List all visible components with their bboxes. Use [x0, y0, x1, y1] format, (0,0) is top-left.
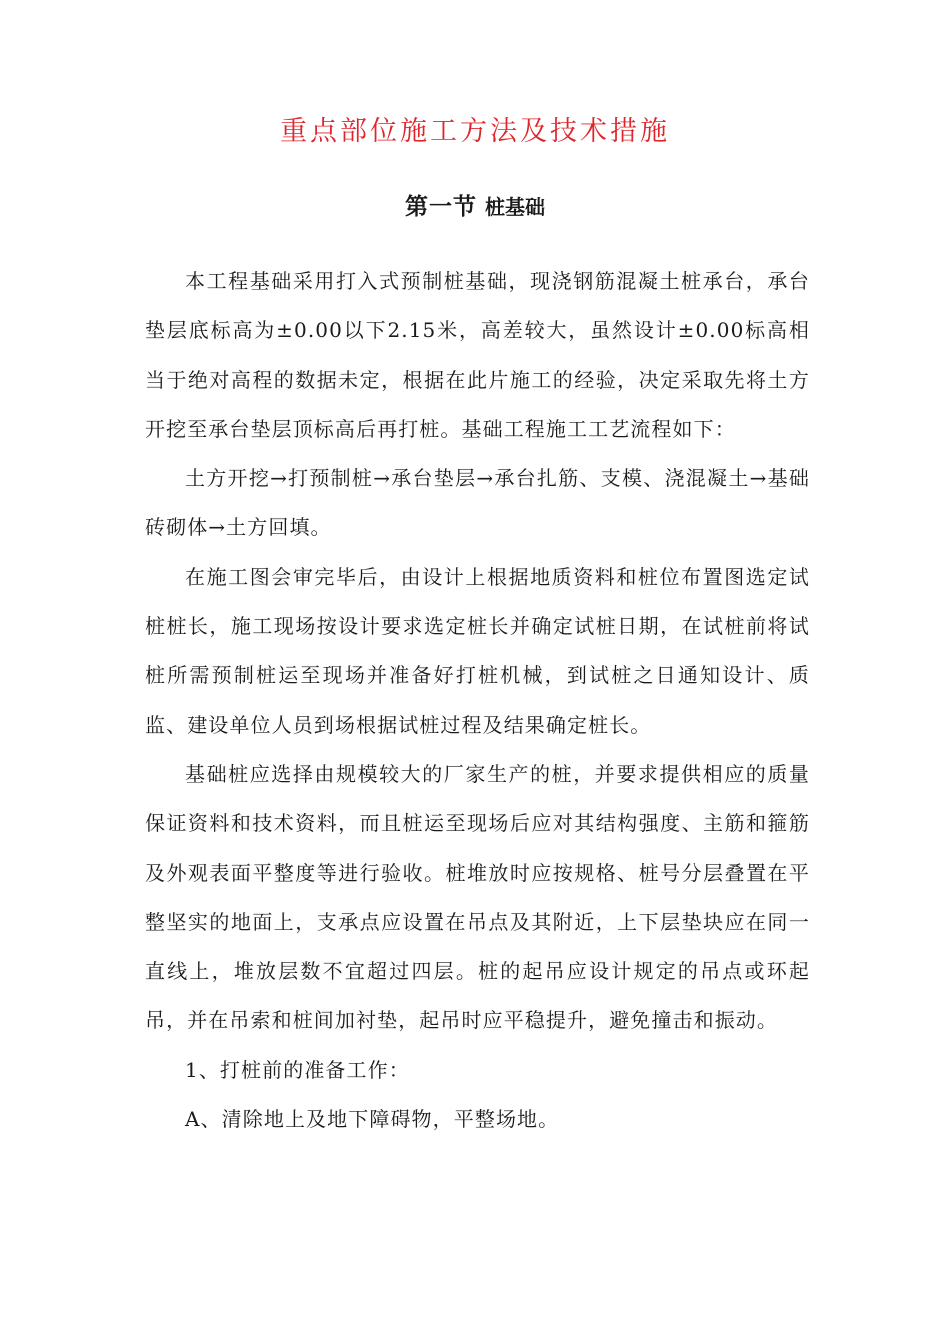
document-title: 重点部位施工方法及技术措施 — [280, 116, 670, 147]
body-text — [145, 257, 810, 1144]
section-name: 桩基础 — [485, 195, 545, 219]
paragraph-site-clearing: A、清除地上及地下障碍物，平整场地。 — [185, 1107, 560, 1132]
paragraph-test-pile: 在施工图会审完毕后，由设计上根据地质资料和桩位布置图选定试桩桩长，施工现场按设计要求选定桩长并确定试桩日期，在试桩前将试桩所需预制桩运至现场并准备好打桩机械，到试桩之日通知设计、质监、建设单位人员到场根据试桩过程及结果确定桩长。 — [145, 564, 810, 737]
section-heading — [0, 188, 950, 225]
section-number: 第一节 — [405, 194, 477, 220]
paragraph-preparation-heading: 1、打桩前的准备工作： — [185, 1057, 410, 1082]
paragraph-pile-handling: 基础桩应选择由规模较大的厂家生产的桩，并要求提供相应的质量保证资料和技术资料，而且桩运至现场后应对其结构强度、主筋和箍筋及外观表面平整度等进行验收。桩堆放时应按规格、桩号分层叠置在平整坚实的地面上，支承点应设置在吊点及其附近，上下层垫块应在同一直线上，堆放层数不宜超过四层。桩的起吊应设计规定的吊点或环起吊，并在吊索和桩间加衬垫，起吊时应平稳提升，避免撞击和振动。 — [145, 761, 810, 1033]
paragraph-process-flow: 土方开挖→打预制桩→承台垫层→承台扎筋、支模、浇混凝土→基础砖砌体→土方回填。 — [145, 466, 810, 540]
paragraph-project-overview: 本工程基础采用打入式预制桩基础，现浇钢筋混凝土桩承台，承台垫层底标高为±0.00以下2.15米，高差较大，虽然设计±0.00标高相当于绝对高程的数据未定，根据在此片施工的经验，决定采取先将土方开挖至承台垫层顶标高后再打桩。基础工程施工工艺流程如下： — [145, 269, 810, 441]
